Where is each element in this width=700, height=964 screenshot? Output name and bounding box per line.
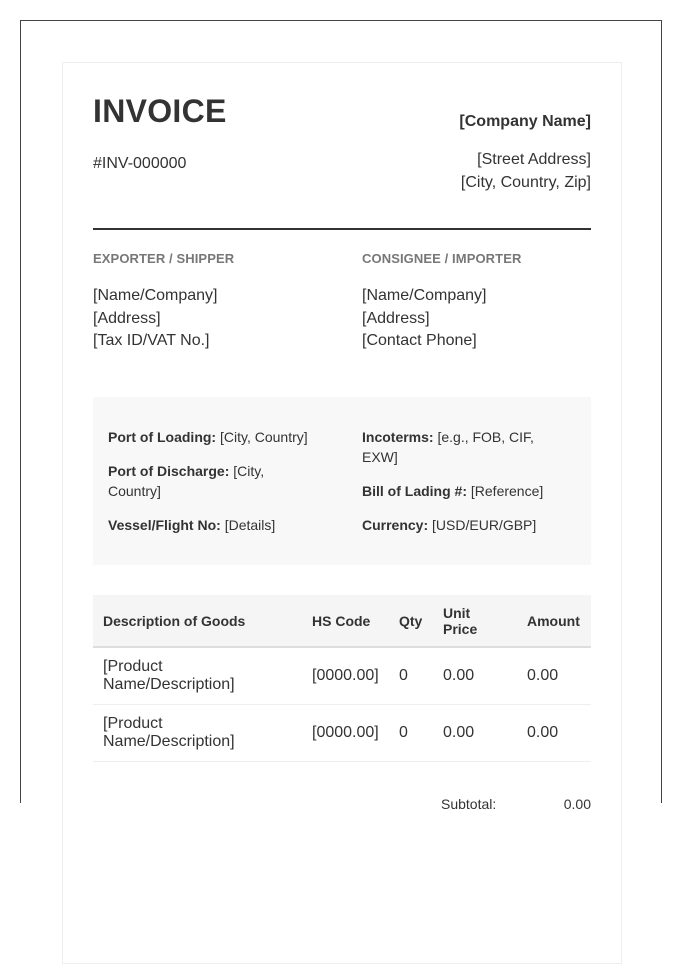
cell-description: [Product Name/Description] <box>93 647 302 705</box>
vessel-flight-no <box>108 515 308 535</box>
port-of-loading-value: [City, Country] <box>219 429 308 445</box>
vessel-flight-value: [Details] <box>224 517 276 533</box>
bill-of-lading-value: [Reference] <box>470 483 544 499</box>
consignee-label: CONSIGNEE / IMPORTER <box>362 251 522 266</box>
cell-unit-price: 0.00 <box>433 705 517 762</box>
consignee-block <box>362 251 602 353</box>
consignee-phone: [Contact Phone] <box>362 332 477 349</box>
table-row <box>93 705 591 762</box>
cell-qty: 0 <box>389 705 433 762</box>
port-of-discharge <box>108 461 308 501</box>
invoice-title: INVOICE <box>93 93 227 129</box>
cell-hs-code: [0000.00] <box>302 705 389 762</box>
col-header-description: Description of Goods <box>93 595 302 647</box>
company-name: [Company Name] <box>459 113 591 130</box>
company-block <box>459 110 591 194</box>
company-street: [Street Address] <box>477 151 591 168</box>
shipping-details-panel <box>93 397 591 565</box>
incoterms-key: Incoterms: <box>362 429 434 445</box>
consignee-name: [Name/Company] <box>362 287 487 304</box>
invoice-number: #INV-000000 <box>93 155 187 172</box>
subtotal-row <box>441 796 591 812</box>
exporter-address: [Address] <box>93 309 161 327</box>
port-of-loading <box>108 427 308 447</box>
currency <box>362 515 562 535</box>
port-of-discharge-value: [City, Country] <box>108 463 265 499</box>
currency-value: [USD/EUR/GBP] <box>432 517 537 533</box>
col-header-qty: Qty <box>389 595 433 647</box>
shipping-col-left <box>108 427 308 549</box>
document-viewport <box>20 20 662 812</box>
port-of-discharge-key: Port of Discharge: <box>108 463 230 479</box>
col-header-unit-price: Unit Price <box>433 595 517 647</box>
exporter-name: [Name/Company] <box>93 287 218 304</box>
header-divider <box>93 228 591 230</box>
goods-table <box>93 595 591 762</box>
table-header-row <box>93 595 591 647</box>
exporter-block <box>93 251 333 353</box>
cell-qty: 0 <box>389 647 433 705</box>
cell-hs-code: [0000.00] <box>302 647 389 705</box>
cell-amount: 0.00 <box>517 647 591 705</box>
exporter-tax-id: [Tax ID/VAT No.] <box>93 332 210 349</box>
cell-unit-price: 0.00 <box>433 647 517 705</box>
exporter-label: EXPORTER / SHIPPER <box>93 251 235 266</box>
company-city: [City, Country, Zip] <box>460 174 591 191</box>
currency-key: Currency: <box>362 517 429 533</box>
shipping-col-right <box>362 427 562 549</box>
port-of-loading-key: Port of Loading: <box>108 429 217 445</box>
vessel-flight-key: Vessel/Flight No: <box>108 517 221 533</box>
col-header-hs-code: HS Code <box>302 595 389 647</box>
incoterms <box>362 427 562 467</box>
consignee-address: [Address] <box>362 309 430 327</box>
incoterms-value: [e.g., FOB, CIF, EXW] <box>362 429 534 465</box>
subtotal-label: Subtotal: <box>441 796 497 812</box>
cell-amount: 0.00 <box>517 705 591 762</box>
totals-block <box>441 796 591 812</box>
col-header-amount: Amount <box>517 595 591 647</box>
cell-description: [Product Name/Description] <box>93 705 302 762</box>
bill-of-lading-key: Bill of Lading #: <box>362 483 467 499</box>
bill-of-lading <box>362 481 562 501</box>
invoice-sheet <box>62 62 622 964</box>
subtotal-value: 0.00 <box>563 796 591 812</box>
table-row <box>93 647 591 705</box>
